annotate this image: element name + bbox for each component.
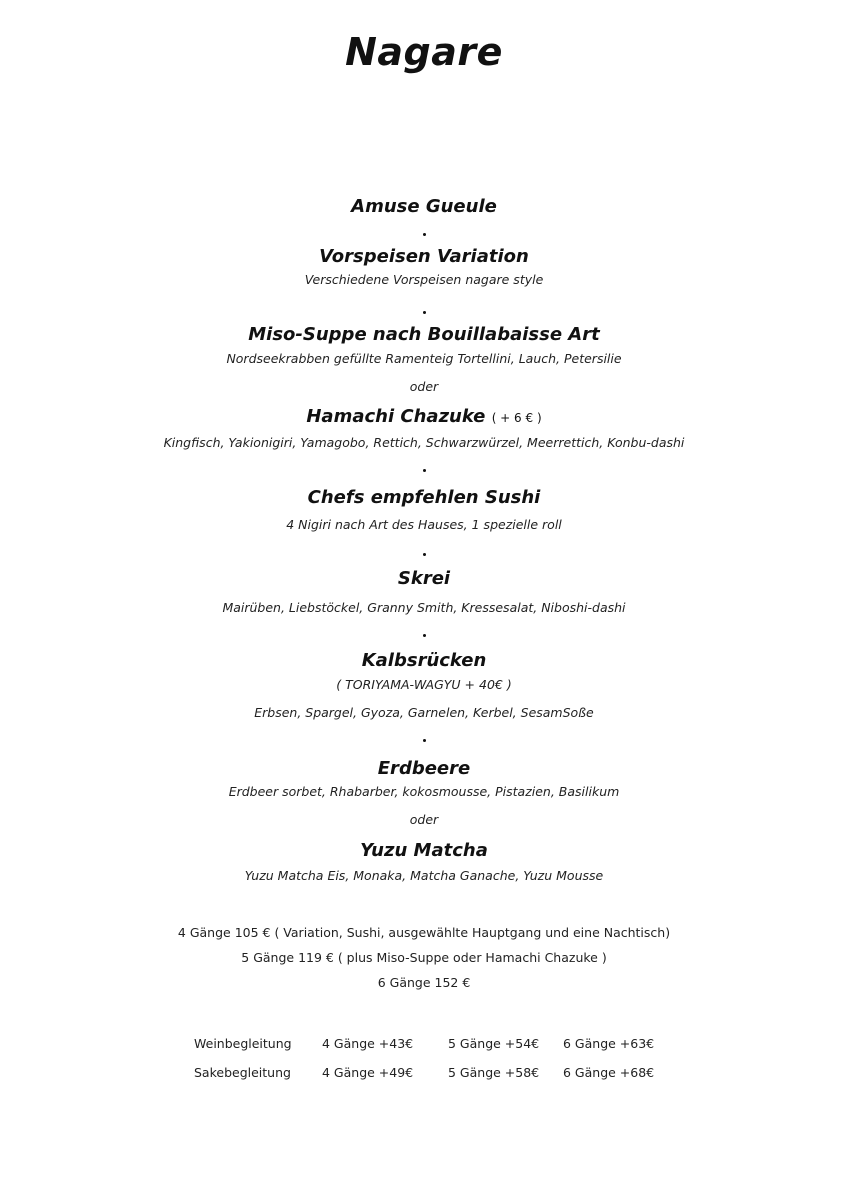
pairing-price: 6 Gänge +63€ xyxy=(563,1036,655,1051)
separator-dot xyxy=(423,311,426,314)
course-skrei: Skrei xyxy=(397,568,451,589)
pairing-row-sake xyxy=(0,1065,848,1094)
separator-dot xyxy=(423,739,426,742)
course-description: Nordseekrabben gefüllte Ramenteig Tortellini, Lauch, Petersilie xyxy=(226,351,622,366)
course-description: Erbsen, Spargel, Gyoza, Garnelen, Kerbel, SesamSoße xyxy=(254,705,594,720)
separator-dot xyxy=(423,553,426,556)
course-erdbeere: Erdbeere xyxy=(377,758,471,779)
course-amuse-gueule: Amuse Gueule xyxy=(351,196,497,217)
course-description: Yuzu Matcha Eis, Monaka, Matcha Ganache, Yuzu Mousse xyxy=(244,868,604,883)
pairing-label: Weinbegleitung xyxy=(194,1036,292,1051)
pairing-label: Sakebegleitung xyxy=(194,1065,291,1080)
course-description: Kingfisch, Yakionigiri, Yamagobo, Rettich, Schwarzwürzel, Meerrettich, Konbu-dashi xyxy=(163,435,685,450)
alternative-oder: oder xyxy=(409,812,439,827)
pairing-price: 6 Gänge +68€ xyxy=(563,1065,655,1080)
course-name: Hamachi Chazuke xyxy=(306,406,486,427)
price-line-6: 6 Gänge 152 € xyxy=(377,975,471,990)
separator-dot xyxy=(423,634,426,637)
alternative-oder: oder xyxy=(409,379,439,394)
course-sushi: Chefs empfehlen Sushi xyxy=(307,487,541,508)
pairing-row-wine xyxy=(0,1036,848,1065)
pairing-price: 4 Gänge +43€ xyxy=(322,1036,414,1051)
course-hamachi-chazuke xyxy=(0,406,848,427)
course-note: ( TORIYAMA-WAGYU + 40€ ) xyxy=(336,677,512,692)
price-line-4: 4 Gänge 105 € ( Variation, Sushi, ausgewählte Hauptgang und eine Nachtisch) xyxy=(177,925,671,940)
course-description: Erdbeer sorbet, Rhabarber, kokosmousse, Pistazien, Basilikum xyxy=(228,784,620,799)
course-miso-suppe: Miso-Suppe nach Bouillabaisse Art xyxy=(248,324,600,345)
course-kalbsruecken: Kalbsrücken xyxy=(361,650,487,671)
course-description: 4 Nigiri nach Art des Hauses, 1 spezielle roll xyxy=(286,517,562,532)
pairing-price: 5 Gänge +54€ xyxy=(448,1036,540,1051)
price-line-5: 5 Gänge 119 € ( plus Miso-Suppe oder Hamachi Chazuke ) xyxy=(241,950,607,965)
course-description: Verschiedene Vorspeisen nagare style xyxy=(304,272,544,287)
menu-title: Nagare xyxy=(345,30,503,74)
pairing-price: 4 Gänge +49€ xyxy=(322,1065,414,1080)
course-vorspeisen-variation: Vorspeisen Variation xyxy=(319,246,529,267)
surcharge: ( + 6 € ) xyxy=(491,411,542,425)
separator-dot xyxy=(423,233,426,236)
pairing-table xyxy=(0,1036,848,1094)
course-description: Mairüben, Liebstöckel, Granny Smith, Kressesalat, Niboshi-dashi xyxy=(222,600,626,615)
separator-dot xyxy=(423,469,426,472)
pairing-price: 5 Gänge +58€ xyxy=(448,1065,540,1080)
course-yuzu-matcha: Yuzu Matcha xyxy=(360,840,488,861)
